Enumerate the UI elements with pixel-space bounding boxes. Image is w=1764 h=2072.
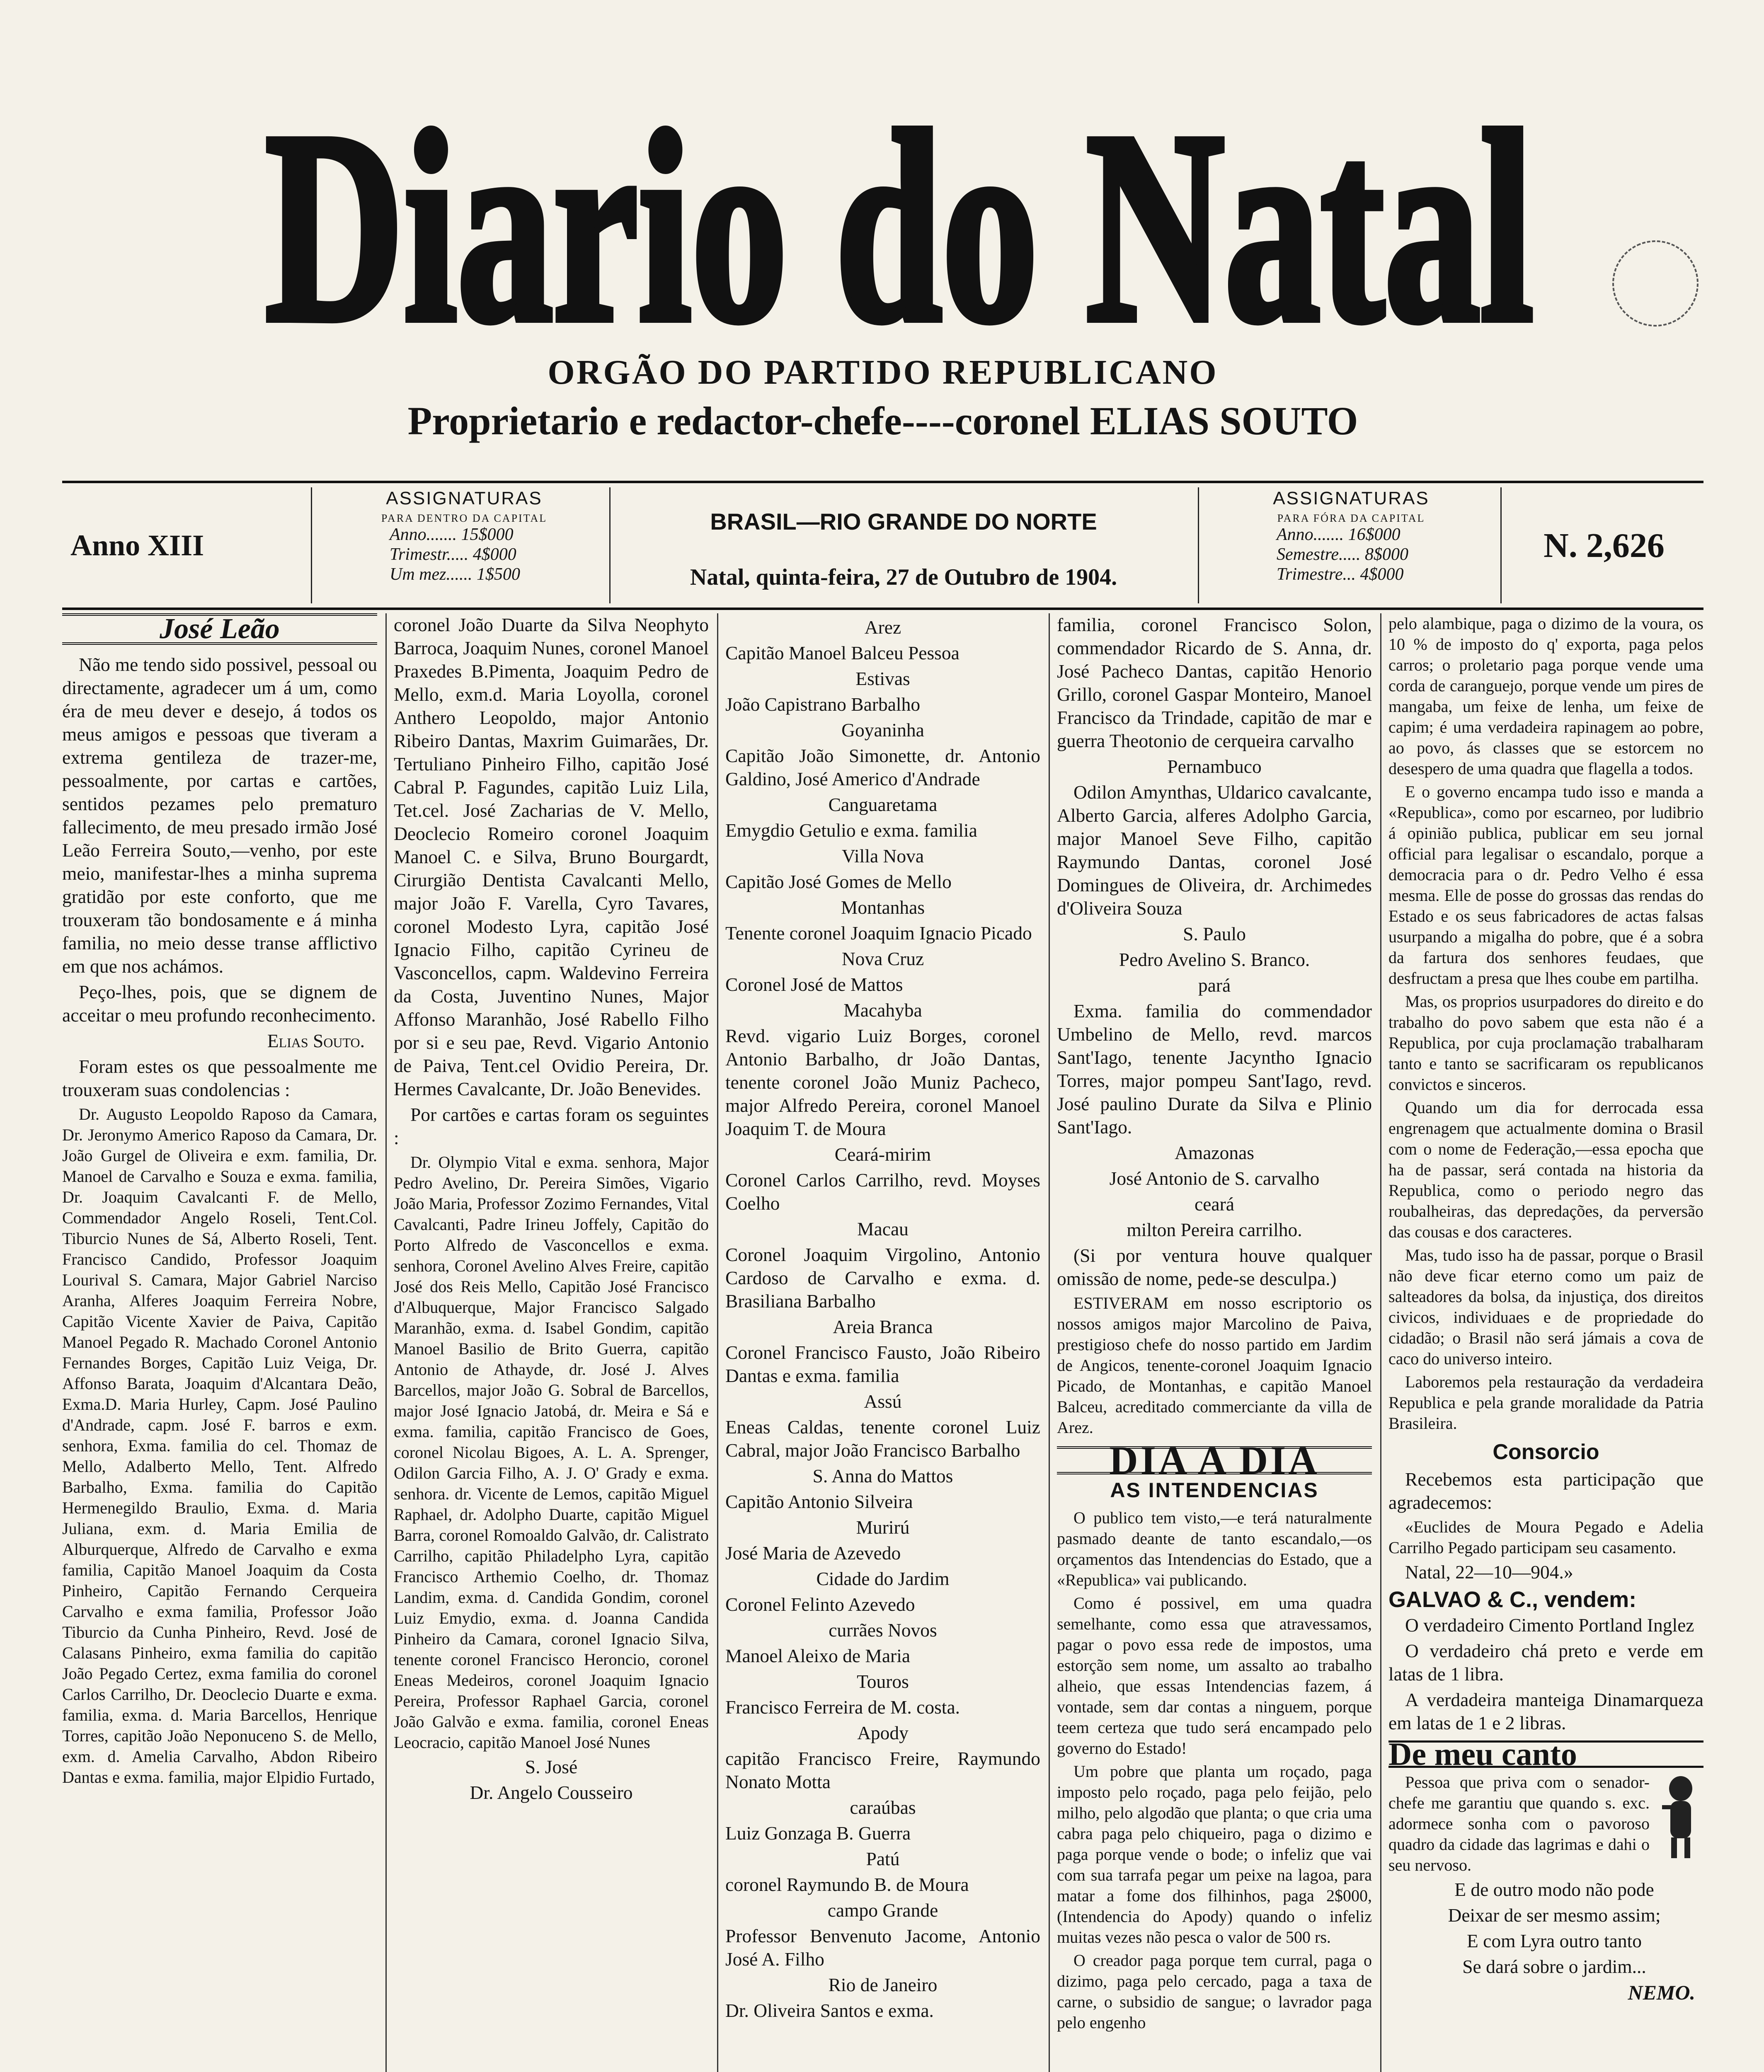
caricature-icon [1658,1772,1703,1863]
place-heading: Canguaretama [828,794,938,815]
verse-line: Se dará sobre o jardim... [1462,1956,1646,1977]
place-date [613,483,1194,608]
column-4 [1057,613,1372,2072]
paragraph: Como é possivel, em uma quadra semelhante, como essa que atravessamos, pagar o povo essa rede de impostos, uma estorção sem nome, um assalto ao trabalho alheio, que essas Intendencias fazem, á vontade, sem dar contas a ninguem, porque teem certeza que tudo será encampado pelo governo do Estado! [1057,1594,1372,1757]
paragraph: (Si por ventura houve qualquer omissão de nome, pede-se desculpa.) [1057,1245,1372,1289]
masthead-title-text: Diario do Natal [265,87,1534,352]
paragraph: João Capistrano Barbalho [725,694,921,715]
canto-body [1388,1772,1703,1876]
divider [311,487,312,603]
article-heading: AS INTENDENCIAS [1110,1479,1319,1502]
paragraph: Coronel Francisco Fausto, João Ribeiro Dantas e exma. familia [725,1342,1040,1386]
paragraph: capitão Francisco Freire, Raymundo Nonato Motta [725,1748,1040,1792]
column-5 [1388,613,1703,2072]
paragraph: Dr. Augusto Leopoldo Raposo da Camara, Dr. Jeronymo Americo Raposo da Camara, Dr. João Gurgel de Oliveira e exm. familia, Dr. Manoel de Carvalho e Souza e exma. familia, Dr. Joaquim Cavalcanti F. de Mello, Commendador Angelo Roseli, Tent.Col. Tiburcio Nunes de Sá, Alberto Roseli, Tent. Francisco Candido, Professor Joaquim Lourival S. Camara, Major Gabriel Narciso Aranha, Alferes Joaquim Ferreira Nobre, Capitão Vicente Xavier de Paiva, Capitão Manoel Pegado R. Machado Coronel Antonio Fernandes Borges, Capitão Luiz Veiga, Dr. Affonso Barata, Joaquim d'Alcantara Deão, Exma.D. Maria Hurley, Capm. José Paulino d'Andrade, capm. José F. barros e exm. senhora, Exma. familia do cel. Thomaz de Mello, Adalberto Mello, Tent. Alfredo Barbalho, Exma. familia do Capitão Hermenegildo Braulio, Exma. d. Maria Juliana, exm. d. Maria Emilia de Alburquerque, Alfredo de Carvalho e exma familia, Capitão Manoel Joaquim da Costa Pinheiro, Capitão Fernando Cerqueira Carvalho e exma familia, Professor João Tiburcio da Cunha Pinheiro, Revd. José de Calasans Pinheiro, exma familia do capitão João Pegado Certez, exma familia do coronel Carlos Carrilho, Dr. Deoclecio Duarte e exma. familia, exma. d. Maria Barcellos, Henrique Torres, capitão João Neponuceno S. de Mello, exm. d. Amelia Carvalho, Abdon Ribeiro Dantas e exma. familia, major Elpidio Furtado, [62,1105,377,1786]
paragraph: Luiz Gonzaga B. Guerra [725,1823,911,1844]
price-row: Semestre..... 8$000 [1277,545,1409,564]
place-heading: Areia Branca [833,1316,933,1337]
column-3 [725,613,1040,2072]
paragraph: José Maria de Azevedo [725,1542,901,1564]
paragraph: O publico tem visto,—e terá naturalmente pasmado deante de tanto escandalo,—os orçamentos das Intendencias do Estado, que a «Republica» vai publicando. [1057,1508,1372,1589]
paragraph: Dr. Olympio Vital e exma. senhora, Major Pedro Avelino, Dr. Pereira Simões, Vigario João Maria, Professor Zozimo Fernandes, Vital Cavalcanti, Padre Irineu Joffely, Capitão do Porto Alfredo de Vasconcellos e exma. senhora, Coronel Avelino Alves Freire, capitão José dos Reis Mello, Capitão José Francisco d'Albuquerque, Major Francisco Salgado Maranhão, exma. d. Isabel Gondim, capitão Manoel Basilio de Brito Guerra, capitão Antonio de Athayde, dr. José J. Alves Barcellos, major João G. Sobral de Barcellos, major José Ignacio Jatobá, dr. Meira e Sá e exma. familia, capitão Francisco de Goes, coronel Nicolau Bigoes, A. L. A. Sprenger, Odilon Garcia Filho, A. J. O' Grady e exma. senhora. dr. Vicente de Lemos, capitão Miguel Raphael, dr. Adolpho Duarte, capitão Miguel Barra, coronel Romoaldo Galvão, dr. Calistrato Carrilho, capitão Philadelpho Lyra, capitão Francisco Arthemio Coelho, dr. Thomaz Landim, exma. d. Candida Gondim, coronel Luiz Emydio, exma. d. Joanna Candida Pinheiro da Camara, coronel Ignacio Silva, tenente coronel Francisco Heroncio, coronel Eneas Medeiros, coronel Joaquim Ignacio Pereira, Professor Raphael Garcia, coronel João Galvão e exma. familia, coronel Eneas Leocracio, capitão Manoel José Nunes [394,1153,709,1752]
place-heading: Ceará-mirim [834,1144,931,1165]
paragraph: Manoel Aleixo de Maria [725,1645,911,1666]
paragraph: ESTIVERAM em nosso escriptorio os nossos amigos major Marcolino de Paiva, prestigioso chefe do nosso partido em Jardim de Angicos, tenente-coronel Joaquim Ignacio Picado, de Montanhas, e capitão Manoel Balceu, acreditado commerciante da villa de Arez. [1057,1294,1372,1437]
paragraph: Por cartões e cartas foram os seguintes : [394,1104,709,1148]
place-heading: Montanhas [841,897,925,918]
paragraph: Coronel Carlos Carrilho, revd. Moyses Coelho [725,1169,1040,1214]
paragraph: Dr. Angelo Cousseiro [470,1782,633,1803]
columns [62,613,1703,2072]
masthead-owner: Proprietario e redactor-chefe----coronel ELIAS SOUTO [407,399,1358,443]
paragraph: Revd. vigario Luiz Borges, coronel Antonio Barbalho, dr João Dantas, tenente coronel João Muniz Pacheco, major Alfredo Pereira, coronel Manoel Joaquim T. de Moura [725,1025,1040,1139]
signature: Elias Souto. [267,1030,365,1051]
paragraph: A verdadeira manteiga Dinamarqueza em latas de 1 e 2 libras. [1388,1689,1703,1733]
place-heading: currães Novos [829,1619,937,1641]
place-heading: S. Anna do Mattos [812,1465,953,1486]
place-heading: Murirú [856,1517,910,1538]
place-heading: Rio de Janeiro [828,1974,938,1995]
subscriptions-inside [319,483,609,608]
column-rule [385,613,387,2072]
subscriptions-heading: ASSIGNATURAS [386,488,543,508]
paragraph: Peço-lhes, pois, que se dignem de acceitar o meu profundo reconhecimento. [62,981,377,1026]
subscriptions-sub: PARA FÓRA DA CAPITAL [1277,512,1425,524]
paragraph: Mas, tudo isso ha de passar, porque o Brasil não deve ficar eterno como um paiz de salteadores da bolsa, da injustiça, dos direitos civicos, individuaes e de propriedade do cidadão; o Brasil não será jámais a cova de caco do universo inteiro. [1388,1246,1703,1368]
place-label: BRASIL—RIO GRANDE DO NORTE [710,508,1097,535]
paragraph: Não me tendo sido possivel, pessoal ou directamente, agradecer um á um, como éra de meu dever e desejo, á todos os meus amigos e pessoas que tiveram a extrema gentileza de trazer-me, pessoalmente, por cartas e cartões, sentidos pezames pelo prematuro fallecimento, de meu presado irmão José Leão Ferreira Souto,—venho, por este meio, manifestar-lhes a minha suprema gratidão por este conforto, que me trouxeram tão bondosamente e á minha familia, no meio desse transe afflictivo em que nos achámos. [62,654,377,977]
anno-label: Anno XIII [70,528,204,562]
place-heading: S. José [525,1756,578,1777]
paragraph: E o governo encampa tudo isso e manda a «Republica», como por escarneo, por ludibrio á opinião publica, publicar em seu jornal official para legalisar o escandalo, porque a democracia para o dr. Pedro Velho é essa mesma. Elle de posse do grossas das rendas do Estado e os seus fabricadores de actas falsas usurpando a migalha do pobre, que é a sobra da fartura dos senhores feudaes, que desfructam a presa que lhes coube em partilha. [1388,782,1703,988]
place-heading: Amazonas [1174,1142,1255,1163]
issue-number: N. 2,626 [1544,526,1665,565]
place-heading: Touros [857,1671,909,1692]
condolence-list [725,616,1040,2022]
place-heading: caraúbas [850,1797,916,1818]
place-heading: Estivas [855,668,910,689]
paragraph: Natal, 22—10—904.» [1405,1561,1573,1583]
verse-line: E com Lyra outro tanto [1466,1930,1642,1951]
signature: NEMO. [1628,1981,1695,2004]
paragraph: Capitão José Gomes de Mello [725,871,952,892]
paragraph: pelo alambique, paga o dizimo de la voura, os 10 % de imposto do q' exporta, paga pelos carros; o proletario paga porque vende uma corda de caranguejo, porque vende um pires de mangaba, um feixe de lenha, um feixe de capim; é uma verdadeira rapinagem ao pobre, ao povo, ás classes que se estorcem no desespero de uma quadra que flagella a todos. [1388,614,1703,778]
price-row: Anno....... 16$000 [1277,525,1401,544]
place-heading: Nova Cruz [841,948,924,969]
paragraph: coronel João Duarte da Silva Neophyto Barroca, Joaquim Nunes, coronel Manoel Praxedes B.Pimenta, Joaquim Pedro de Mello, exm.d. Maria Loyolla, coronel Anthero Leopoldo, major Antonio Ribeiro Dantas, Maxrim Guimarães, Dr. Tertuliano Pinheiro Filho, capitão José Cabral P. Fagundes, capitão Luiz Lila, Tet.cel. José Zacharias de V. Mello, Deoclecio Romeiro coronel Joaquim Manoel C. e Silva, Bruno Bourgardt, Cirurgião Dentista Cavalcanti Mello, major João F. Varella, Cyro Tavares, coronel Modesto Lyra, capitão José Ignacio Filho, capitão Cyrineu de Vasconcellos, capm. Waldevino Ferreira da Costa, Juventino Nunes, Major Affonso Maranhão, José Rabello Filho por si e seu pae, Revd. Vigario Antonio de Paiva, Tent.cel Ovidio Pereira, Dr. Hermes Cavalcante, Dr. João Benevides. [394,614,709,1099]
paragraph: O verdadeiro chá preto e verde em latas de 1 libra. [1388,1640,1703,1685]
place-heading: Pernambuco [1167,756,1262,777]
masthead-title-graphic [257,87,1542,352]
paragraph: Coronel Felinto Azevedo [725,1594,915,1615]
column-1 [62,613,377,2072]
place-heading: Apody [857,1722,909,1743]
place-heading: pará [1198,975,1231,996]
paragraph: Coronel José de Mattos [725,974,903,995]
place-heading: campo Grande [827,1900,938,1921]
paragraph: O creador paga porque tem curral, paga o dizimo, paga pelo cercado, paga a taxa de carne, o subsidio de sangue; o lavrador paga pelo engenho [1057,1951,1372,2032]
masthead-title [257,87,1542,352]
place-heading: Macau [857,1218,909,1239]
price-row: Trimestre... 4$000 [1277,565,1404,584]
price-row: Trimestr..... 4$000 [390,545,516,564]
divider [1198,487,1199,603]
library-stamp [1598,226,1713,341]
paragraph: José Antonio de S. carvalho [1109,1168,1320,1189]
subscriptions-heading: ASSIGNATURAS [1273,488,1430,508]
column-2 [394,613,709,2072]
paragraph: Laboremos pela restauração da verdadeira Republica e pela grande moralidade da Patria Brasileira. [1388,1372,1703,1433]
paragraph: O verdadeiro Cimento Portland Inglez [1405,1615,1694,1636]
place-heading: Arez [864,617,901,638]
newspaper-page [62,62,1703,2072]
paragraph: Coronel Joaquim Virgolino, Antonio Cardoso de Carvalho e exma. d. Brasiliana Barbalho [725,1244,1040,1312]
paragraph: Emygdio Getulio e exma. familia [725,820,977,841]
divider [609,487,611,603]
paragraph: coronel Raymundo B. de Moura [725,1874,969,1895]
paragraph: Um pobre que planta um roçado, paga imposto pelo roçado, paga pelo feijão, pelo milho, pelo algodão que planta; o que cria uma cabra paga pelo chiqueiro, paga o dizimo e paga porque vende o bode; o infeliz que vai com sua tarrafa pegar um peixe na lagoa, para matar a fome dos filhinhos, paga 2$000, (Intendencia do Apody) quando o infeliz muitas vezes não pesca o valor de 500 rs. [1057,1762,1372,1946]
column-rule [717,613,718,2072]
paragraph: Mas, os proprios usurpadores do direito e do trabalho do povo sabem que esta não é a Republica, por cuja proclamação trabalharam tanto e tanto se sacrificaram os republicanos convictos e sinceros. [1388,992,1703,1094]
paragraph: milton Pereira carrilho. [1127,1219,1302,1240]
paragraph: Capitão Antonio Silveira [725,1491,913,1512]
paragraph: Dr. Oliveira Santos e exma. [725,2000,934,2021]
paragraph: Tenente coronel Joaquim Ignacio Picado [725,922,1032,944]
paragraph: Exma. familia do commendador Umbelino de Mello, revd. marcos Sant'Iago, tenente Jacyntho Ignacio Torres, major pompeu Sant'Iago, revd. José paulino Durate da Silva e Plinio Sant'Iago. [1057,1000,1372,1138]
paragraph: «Euclides de Moura Pegado e Adelia Carrilho Pegado participam seu casamento. [1388,1518,1703,1557]
paragraph: Foram estes os que pessoalmente me trouxeram suas condolencias : [62,1056,377,1100]
paragraph: Professor Benvenuto Jacome, Antonio José A. Filho [725,1925,1040,1970]
section-heading: DIA A DIA [1057,1446,1372,1474]
section-heading: De meu canto [1388,1740,1703,1768]
paragraph: familia, coronel Francisco Solon, commendador Ricardo de S. Anna, dr. José Pacheco Dantas, capitão Henorio Grillo, coronel Gaspar Monteiro, Manoel Francisco da Trindade, capitão de mar e guerra Theotonio de cerqueira carvalho [1057,614,1372,751]
masthead [62,62,1703,443]
paragraph: Odilon Amynthas, Uldarico cavalcante, Alberto Garcia, alferes Adolpho Garcia, major Manoel Seve Filho, capitão Raymundo Dantas, coronel José Domingues de Oliveira, dr. Archimedes d'Oliveira Souza [1057,782,1372,919]
column-rule [1380,613,1381,2072]
article-heading: José Leão [62,613,377,645]
place-heading: Assú [864,1391,902,1412]
date-label: Natal, quinta-feira, 27 de Outubro de 1904. [690,564,1117,590]
info-bar [62,481,1703,610]
verse-line: Deixar de ser mesmo assim; [1448,1905,1661,1926]
place-heading: Goyaninha [841,719,924,741]
paragraph: Pedro Avelino S. Branco. [1119,949,1310,970]
paragraph: Capitão João Simonette, dr. Antonio Galdino, José Americo d'Andrade [725,745,1040,789]
subscriptions-outside [1206,483,1496,608]
paragraph: Francisco Ferreira de M. costa. [725,1697,960,1718]
place-heading: S. Paulo [1183,923,1246,944]
verse-line: E de outro modo não pode [1454,1879,1654,1900]
price-row: Anno....... 15$000 [390,525,514,544]
price-row: Um mez...... 1$500 [390,565,520,584]
column-rule [1049,613,1050,2072]
section-heading: Consorcio [1493,1440,1599,1464]
place-heading: ceará [1195,1193,1234,1215]
paragraph: Recebemos esta participação que agradecemos: [1388,1469,1703,1513]
place-heading: Macahyba [843,1000,922,1021]
paragraph: Pessoa que priva com o senador-chefe me garantiu que quando s. exc. adormece sonha com o pavoroso quadro da cidade das lagrimas e dahi o seu nervoso. [1388,1773,1650,1874]
subscriptions-sub: PARA DENTRO DA CAPITAL [381,512,548,524]
advert-heading: GALVAO & C., vendem: [1388,1587,1637,1612]
paragraph: Eneas Caldas, tenente coronel Luiz Cabral, major João Francisco Barbalho [725,1416,1040,1461]
divider [1500,487,1502,603]
place-heading: Patú [866,1848,900,1869]
paragraph: Capitão Manoel Balceu Pessoa [725,642,960,663]
masthead-subtitle: ORGÃO DO PARTIDO REPUBLICANO [548,353,1218,392]
place-heading: Cidade do Jardim [816,1568,950,1589]
paragraph: Quando um dia for derrocada essa engrenagem que actualmente domina o Brasil com o nome de Federação,—essa epocha que ha de passar, será contada na historia da Republica, como o periodo negro das roubalheiras, das depredações, da perversão das cousas e dos caracteres. [1388,1098,1703,1241]
place-heading: Villa Nova [841,845,924,867]
